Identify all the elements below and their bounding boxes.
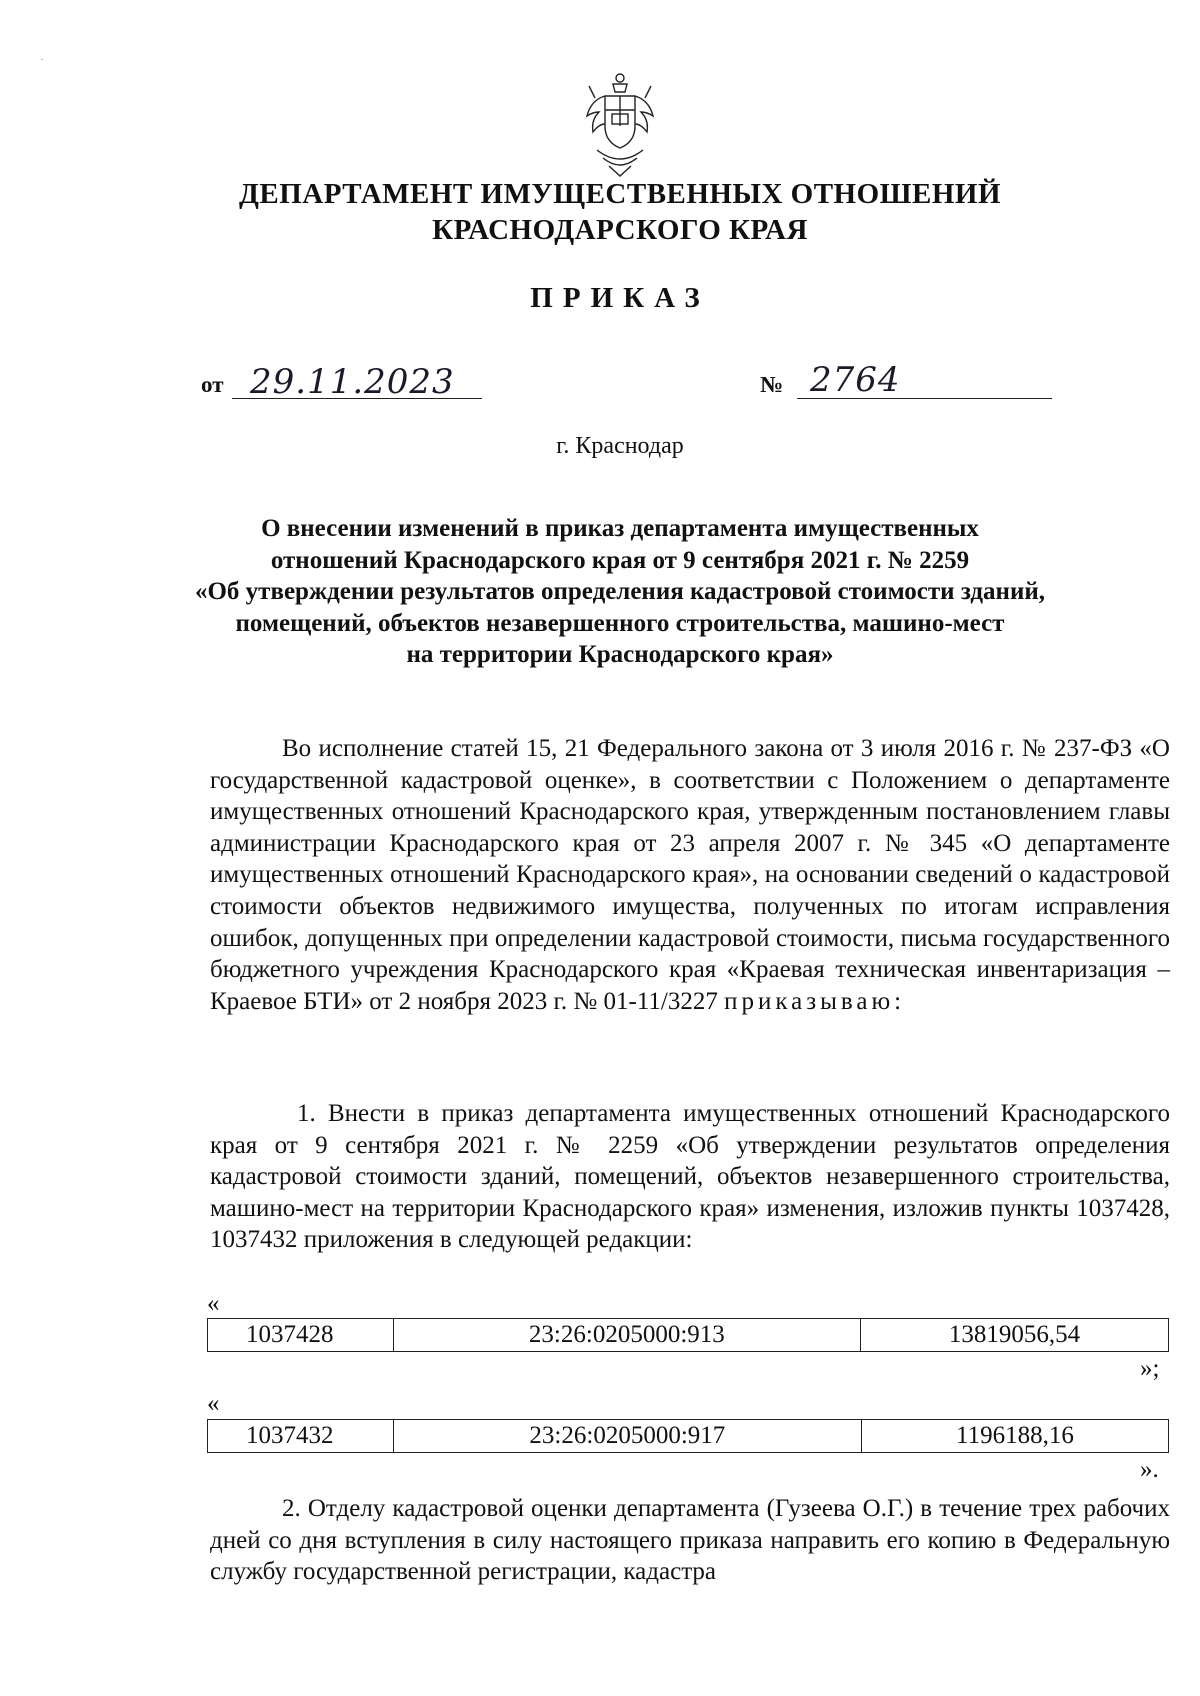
paragraph-2: 2. Отделу кадастровой оценки департамента (Гузеева О.Г.) в течение трех рабочих дней со дня вступления в силу настоящего приказа направить его копию в Федеральную службу государственной регистрации, кадастра — [210, 1495, 1170, 1586]
title-line: на территории Краснодарского края» — [406, 641, 834, 668]
quote-open: « — [207, 1290, 220, 1317]
table-cell-value: 1196188,16 — [861, 1420, 1168, 1453]
order-word: приказываю — [724, 987, 895, 1015]
number-label: № — [760, 372, 784, 397]
preamble-end: : — [894, 987, 902, 1015]
table-row — [208, 1319, 1169, 1352]
preamble-text: Во исполнение статей 15, 21 Федерального закона от 3 июля 2016 г. № 237-ФЗ «О государственной кадастровой оценке», в соответствии с Положением о департаменте имущественных отношений Краснодарского края, утвержденным постановлением главы администрации Краснодарского края от 23 апреля 2007 г. № 345 «О департаменте имущественных отношений Краснодарского края», на основании сведений о кадастровой стоимости объектов недвижимого имущества, полученных по итогам исправления ошибок, допущенных при определении кадастровой стоимости, письма государственного бюджетного учреждения Краснодарского края «Краевая техническая инвентаризация – Краевое БТИ» от 2 ноября 2023 г. № 01-11/3227 — [210, 735, 1170, 1015]
department-name-line1: ДЕПАРТАМЕНТ ИМУЩЕСТВЕННЫХ ОТНОШЕНИЙ — [238, 178, 1002, 210]
preamble-paragraph — [210, 733, 1170, 1017]
document-title — [180, 513, 1060, 671]
coat-of-arms-icon — [575, 70, 665, 180]
table-cell-item: 1037432 — [208, 1420, 394, 1453]
title-line: отношений Краснодарского края от 9 сентября 2021 г. № 2259 — [270, 546, 970, 574]
quote-close: ». — [1140, 1456, 1159, 1483]
title-line: «Об утверждении результатов определения кадастровой стоимости зданий, — [194, 578, 1046, 605]
department-name-line2: КРАСНОДАРСКОГО КРАЯ — [432, 214, 808, 246]
quote-close: »; — [1140, 1355, 1160, 1382]
scan-mark: · — [40, 52, 44, 66]
quote-open: « — [207, 1390, 220, 1417]
table-cell-cadastral-number: 23:26:0205000:913 — [393, 1319, 860, 1352]
amendment-table-1 — [207, 1318, 1169, 1352]
table-cell-cadastral-number: 23:26:0205000:917 — [393, 1420, 861, 1453]
paragraph-1: 1. Внести в приказ департамента имущественных отношений Краснодарского края от 9 сентября 2021 г. № 2259 «Об утверждении результатов определения кадастровой стоимости зданий, помещений, объектов незавершенного строительства, машино-мест на территории Краснодарского края» изменения, изложив пункты 1037428, 1037432 приложения в следующей редакции: — [210, 1100, 1170, 1254]
title-line: О внесении изменений в приказ департамента имущественных — [261, 515, 979, 542]
date-handwritten: 29.11.2023 — [250, 362, 455, 402]
table-row — [208, 1420, 1169, 1453]
table-cell-value: 13819056,54 — [861, 1319, 1169, 1352]
title-line: помещений, объектов незавершенного строительства, машино-мест — [235, 609, 1005, 637]
document-type: ПРИКАЗ — [530, 282, 710, 314]
number-handwritten: 2764 — [810, 360, 901, 400]
amendment-table-2 — [207, 1419, 1169, 1453]
table-cell-item: 1037428 — [208, 1319, 394, 1352]
date-label: от — [201, 372, 224, 397]
city: г. Краснодар — [556, 433, 684, 459]
